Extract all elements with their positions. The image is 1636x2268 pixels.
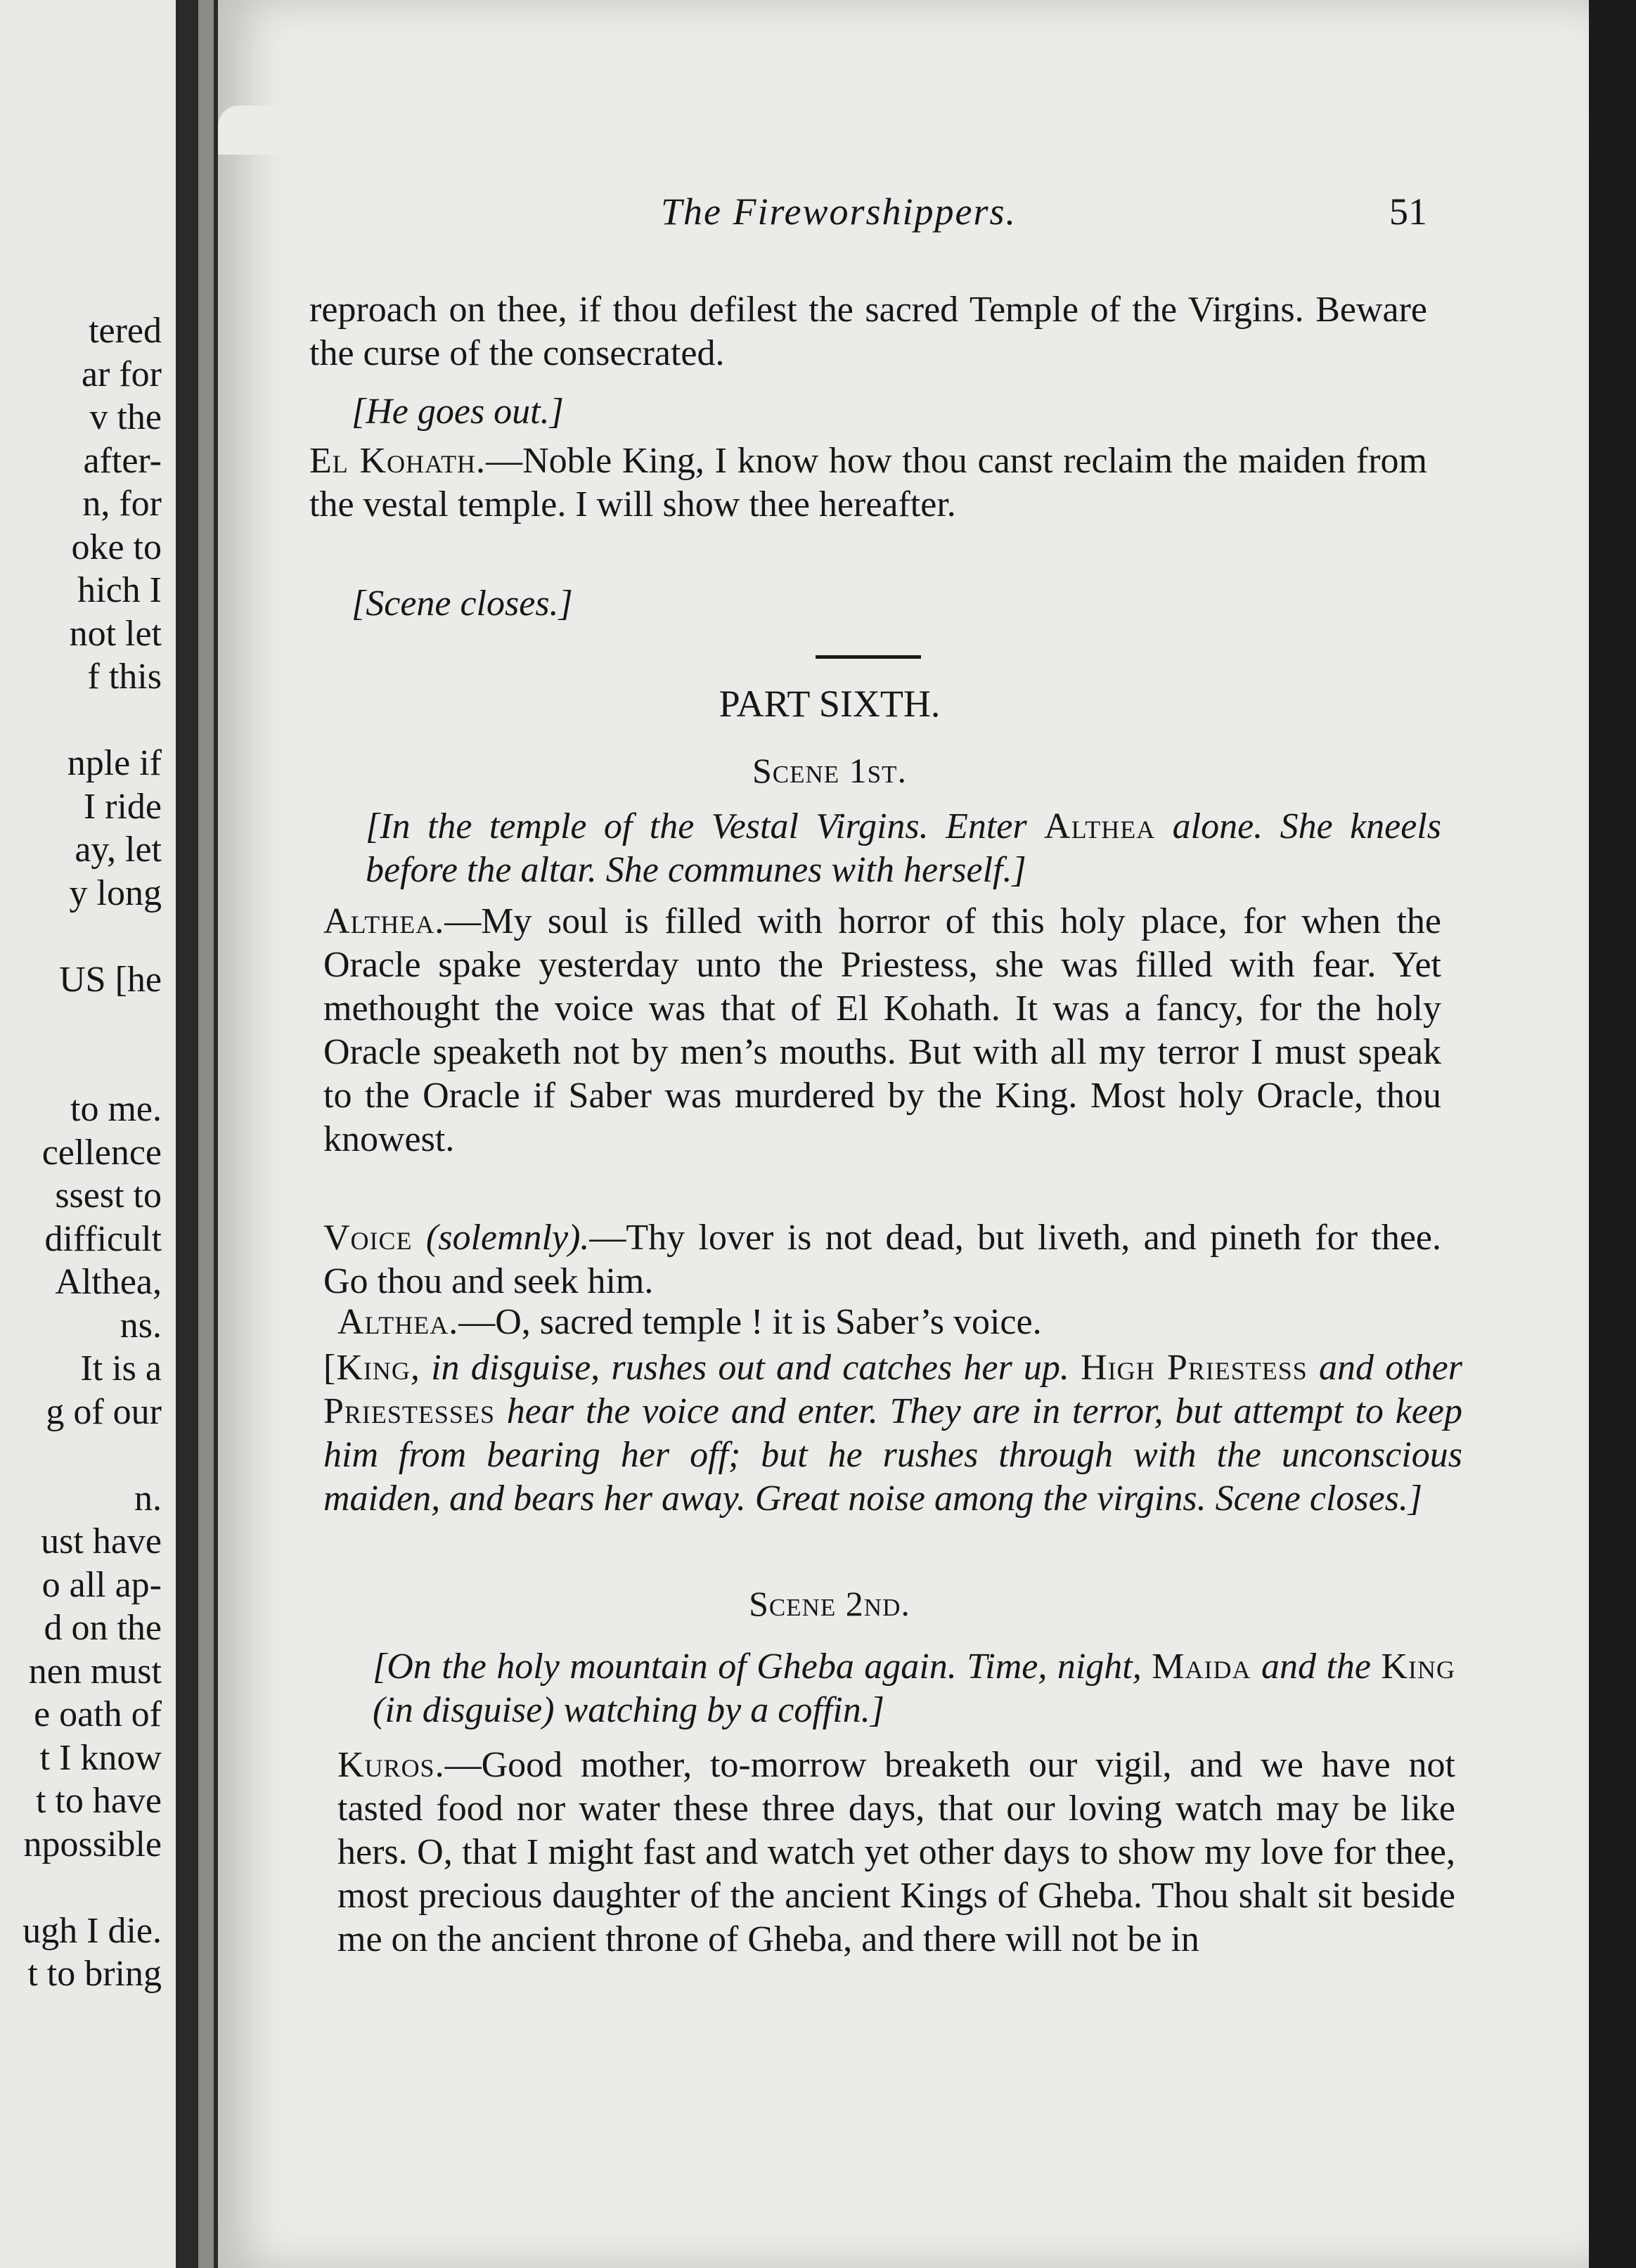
previous-page-line: t to bring xyxy=(27,1954,162,1994)
previous-page-line: ay, let xyxy=(75,830,162,870)
speaker-name: Althea. xyxy=(337,1302,459,1342)
previous-page-line: g of our xyxy=(46,1391,162,1432)
previous-page-line: y long xyxy=(69,872,162,913)
previous-page-line: ar for xyxy=(81,354,162,394)
section-divider xyxy=(816,655,921,659)
previous-page-line xyxy=(0,915,162,958)
previous-page-line: cellence xyxy=(41,1132,162,1173)
speech-text: —Thy lover is not dead, but liveth, and pineth for thee. Go thou and seek him. xyxy=(323,1218,1442,1301)
speech-text: —My soul is filled with horror of this holy place, for when the Oracle spake yesterday unto the Priestess, she was filled with fear. Yet methought the voice was that of El Kohath. It was a fancy, for the holy Oracle speaketh not by men’s mouths. But with all my terror I must speak to the Oracle if Saber was murdered by the King. Most holy Oracle, thou knowest. xyxy=(323,901,1441,1159)
previous-page-line: after- xyxy=(83,440,162,481)
speaker-name: Althea. xyxy=(323,901,445,941)
paragraph xyxy=(323,900,1441,1161)
character-name: Priestesses xyxy=(323,1391,495,1431)
previous-page-line: not let xyxy=(69,613,162,654)
previous-page-line: e oath of xyxy=(34,1694,162,1734)
previous-page-line: o all ap- xyxy=(41,1564,162,1605)
scene-title: Scene 2nd. xyxy=(749,1584,910,1623)
speech-text: —Good mother, to-morrow breaketh our vigil, and we have not tasted food nor water these three days, that our loving watch may be like hers. O, that I might fast and watch yet other days to show my love for thee, most precious daughter of the ancient Kings of Gheba. Thou shalt sit beside me on the ancient throne of Gheba, and there will not be in xyxy=(337,1745,1455,1959)
previous-page-line: ns. xyxy=(120,1305,162,1346)
paragraph xyxy=(309,439,1427,527)
stage-direction: [In the temple of the Vestal Virgins. Enter Althea alone. She kneels before the altar. She communes with herself.] xyxy=(366,806,1441,890)
previous-page-line: It is a xyxy=(80,1348,162,1388)
previous-page-line xyxy=(0,699,162,742)
character-name: Althea xyxy=(1044,806,1156,846)
speaker-name: Voice xyxy=(323,1218,413,1258)
previous-page-text xyxy=(0,309,162,1996)
character-name: King xyxy=(1381,1647,1456,1687)
stage-direction: [Scene closes.] xyxy=(352,584,573,624)
book-gutter-edge xyxy=(198,0,214,2268)
previous-page-line: US [he xyxy=(59,959,162,1000)
speaker-name: Kuros. xyxy=(337,1745,445,1785)
previous-page-line: oke to xyxy=(71,527,162,567)
page-top-edge xyxy=(218,105,1589,155)
speaker-direction: (solemnly). xyxy=(425,1218,590,1258)
previous-page-line xyxy=(0,1866,162,1909)
previous-page-line: difficult xyxy=(44,1218,162,1259)
previous-page-line: ugh I die. xyxy=(22,1910,162,1951)
previous-page-line: nen must xyxy=(28,1651,162,1692)
page-number: 51 xyxy=(1389,191,1427,233)
character-name: Maida xyxy=(1152,1647,1251,1687)
character-name: High Priestess xyxy=(1081,1348,1308,1388)
stage-direction: [He goes out.] xyxy=(352,392,564,432)
previous-page-line: hich I xyxy=(77,570,162,610)
running-head: The Fireworshippers. xyxy=(661,191,1017,233)
previous-page-line: ust have xyxy=(41,1521,162,1561)
paragraph xyxy=(337,1301,1441,1344)
previous-page-line: npossible xyxy=(23,1824,162,1864)
previous-page-line: t I know xyxy=(39,1737,162,1778)
previous-page-line: tered xyxy=(89,311,162,351)
stage-direction: [King, in disguise, rushes out and catches her up. High Priestess and other Priestesses hear the voice and enter. They are in terror, but attempt to keep him from bearing her off; but he rushes through with the unconscious maiden, and bears her away. Great noise among the virgins. Scene closes.] xyxy=(323,1348,1462,1519)
page-header xyxy=(309,190,1427,239)
previous-page xyxy=(0,0,176,2268)
previous-page-line xyxy=(0,1001,162,1045)
scene-title: Scene 1st. xyxy=(752,751,908,790)
paragraph: reproach on thee, if thou defilest the sacred Temple of the Virgins. Beware the curse of the consecrated. xyxy=(309,290,1427,373)
paragraph xyxy=(323,1216,1441,1303)
previous-page-line: I ride xyxy=(83,786,162,827)
speech-text: —Noble King, I know how thou canst reclaim the maiden from the vestal temple. I will show thee hereafter. xyxy=(309,441,1427,524)
previous-page-line: Althea, xyxy=(55,1262,162,1302)
previous-page-line: t to have xyxy=(35,1781,162,1821)
previous-page-line: nple if xyxy=(67,743,162,783)
speaker-name: El Kohath. xyxy=(309,441,487,481)
part-title: PART SIXTH. xyxy=(719,683,941,725)
scan-right-border xyxy=(1589,0,1636,2268)
previous-page-line: f this xyxy=(87,657,162,697)
previous-page-line: v the xyxy=(89,397,162,437)
stage-direction: [On the holy mountain of Gheba again. Time, night, Maida and the King (in disguise) watching by a coffin.] xyxy=(373,1647,1456,1730)
previous-page-line: ssest to xyxy=(55,1175,162,1216)
previous-page-line xyxy=(0,1433,162,1477)
character-name: [King xyxy=(323,1348,411,1388)
paragraph xyxy=(337,1744,1455,1961)
previous-page-line xyxy=(0,1045,162,1088)
previous-page-line: d on the xyxy=(44,1608,162,1648)
previous-page-line: n. xyxy=(134,1478,162,1519)
speech-text: —O, sacred temple ! it is Saber’s voice. xyxy=(458,1302,1042,1342)
previous-page-line: to me. xyxy=(70,1089,162,1129)
previous-page-line: n, for xyxy=(82,484,162,524)
